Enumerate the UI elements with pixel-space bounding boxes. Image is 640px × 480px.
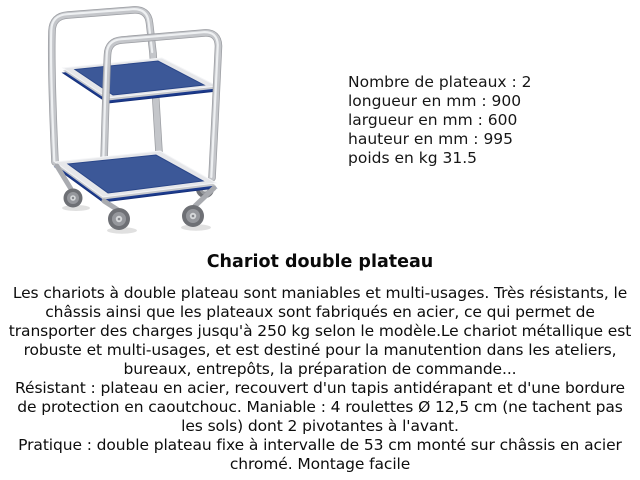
spec-list: [348, 73, 532, 168]
spec-line-largeur: largueur en mm : 600: [348, 111, 518, 129]
product-photo: [23, 5, 267, 237]
spec-line-plateaux: Nombre de plateaux : 2: [348, 73, 532, 91]
caster-wheel-front-right: [182, 205, 204, 227]
caster-wheel-front-left: [108, 208, 130, 230]
caster-wheel-rear-left: [64, 189, 83, 208]
top-shelf: [63, 58, 217, 103]
product-description: [0, 284, 640, 474]
product-title: Chariot double plateau: [206, 252, 434, 272]
spec-line-hauteur: hauteur en mm : 995: [348, 130, 514, 148]
spec-line-poids: poids en kg 31.5: [348, 149, 478, 167]
description-paragraph-3: Pratique : double plateau fixe à intervalle de 53 cm monté sur châssis en acier chromé. Montage facile: [18, 436, 622, 473]
description-paragraph-1: Les chariots à double plateau sont maniables et multi-usages. Très résistants, le châssis ainsi que les plateaux sont fabriqués en acier, ce qui permet de transporter des charges jusqu'à 250 kg selon le modèle.Le chariot métallique est robuste et multi-usages, et est destiné pour la manutention dans les ateliers, bureaux, entrepôts, la préparation de commande...: [8, 284, 632, 378]
trolley-illustration: [23, 5, 267, 237]
spec-line-longueur: longueur en mm : 900: [348, 92, 522, 110]
description-paragraph-2: Résistant : plateau en acier, recouvert d'un tapis antidérapant et d'une bordure de protection en caoutchouc. Maniable : 4 roulettes Ø 12,5 cm (ne tachent pas les sols) dont 2 pivotantes à l'avant.: [15, 379, 625, 435]
